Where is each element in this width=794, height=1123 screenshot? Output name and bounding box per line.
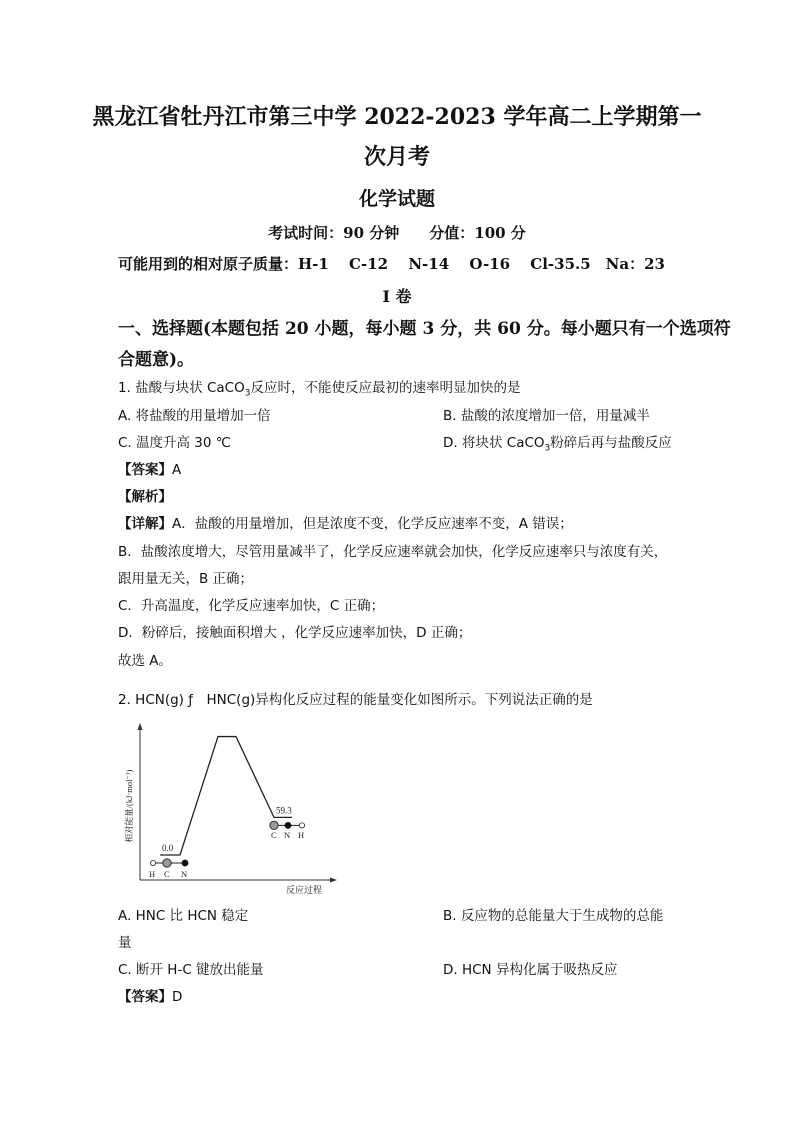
hcn-atom-label-c: C (164, 869, 170, 879)
c-atom-icon (163, 859, 171, 867)
title-line-1: 黑龙江省牡丹江市第三中学 2022-2023 学年高二上学期第一 (92, 104, 702, 130)
y-axis-arrow (138, 723, 143, 730)
section-heading-line-1: 一、选择题(本题包括 20 小题，每小题 3 分，共 60 分。每小题只有一个选项符 (118, 319, 731, 339)
x-axis-label: 反应过程 (286, 885, 323, 895)
subject-title: 化学试题 (358, 188, 435, 210)
energy-diagram (118, 720, 348, 898)
y-axis-label: 相对能量/(kJ·mol⁻¹) (124, 769, 134, 843)
q1-option-a: A. 将盐酸的用量增加一倍 (118, 408, 271, 424)
hnc-molecule-icon (270, 821, 305, 829)
exam-info: 考试时间：90 分钟 分值：100 分 (268, 224, 526, 242)
q2-answer: 【答案】D (118, 989, 183, 1005)
x-axis-arrow (330, 878, 337, 883)
q1-option-c: C. 温度升高 30 ℃ (118, 435, 231, 451)
q1-detail-a: 【详解】A．盐酸的用量增加，但是浓度不变，化学反应速率不变，A 错误； (118, 516, 573, 532)
q2-option-b-1: B. 反应物的总能量大于生成物的总能 (443, 908, 664, 924)
hnc-atom-label-c: C (271, 830, 277, 840)
q1-conclusion: 故选 A。 (118, 653, 173, 669)
title-line-2: 次月考 (363, 144, 430, 170)
q1-analysis-label: 【解析】 (118, 489, 172, 505)
q1-detail-d: D．粉碎后，接触面积增大 ，化学反应速率加快，D 正确； (118, 625, 472, 641)
c-atom-icon (270, 821, 278, 829)
q1-option-b: B. 盐酸的浓度增加一倍，用量减半 (443, 408, 650, 424)
hnc-atom-label-h: H (298, 830, 305, 840)
n-atom-icon (182, 860, 189, 867)
product-energy-label: 59.3 (276, 805, 292, 816)
atomic-masses: 可能用到的相对原子质量：H-1 C-12 N-14 O-16 Cl-35.5 Na：23 (118, 255, 665, 273)
q2-option-b-2: 量 (118, 935, 132, 951)
q1-answer: 【答案】A (118, 462, 182, 478)
hcn-atom-label-h: H (149, 869, 156, 879)
q2-stem: 2. HCN(g) ƒ HNC(g)异构化反应过程的能量变化如图所示。下列说法正确的是 (118, 692, 593, 708)
volume-label: I 卷 (382, 287, 412, 306)
q1-option-d: D. 将块状 CaCO$_3$粉碎后再与盐酸反应 (443, 435, 672, 454)
hcn-atom-label-n: N (181, 869, 188, 879)
q2-option-c: C. 断开 H-C 键放出能量 (118, 962, 264, 978)
q1-stem: 1. 盐酸与块状 CaCO$_3$反应时，不能使反应最初的速率明显加快的是 (118, 380, 521, 399)
reactant-energy-label: 0.0 (162, 843, 174, 853)
q1-detail-b-1: B．盐酸浓度增大，尽管用量减半了，化学反应速率就会加快，化学反应速率只与浓度有关， (118, 544, 668, 560)
q1-detail-b-2: 跟用量无关，B 正确； (118, 571, 254, 587)
hnc-atom-label-n: N (284, 830, 291, 840)
section-heading-line-2: 合题意)。 (118, 350, 195, 370)
q2-option-d: D. HCN 异构化属于吸热反应 (443, 962, 618, 978)
hcn-molecule-icon (150, 859, 188, 867)
q2-option-a: A. HNC 比 HCN 稳定 (118, 908, 249, 924)
q1-detail-c: C．升高温度，化学反应速率加快，C 正确； (118, 598, 385, 614)
n-atom-icon (285, 822, 292, 829)
h-atom-icon (299, 823, 304, 828)
h-atom-icon (150, 860, 155, 865)
